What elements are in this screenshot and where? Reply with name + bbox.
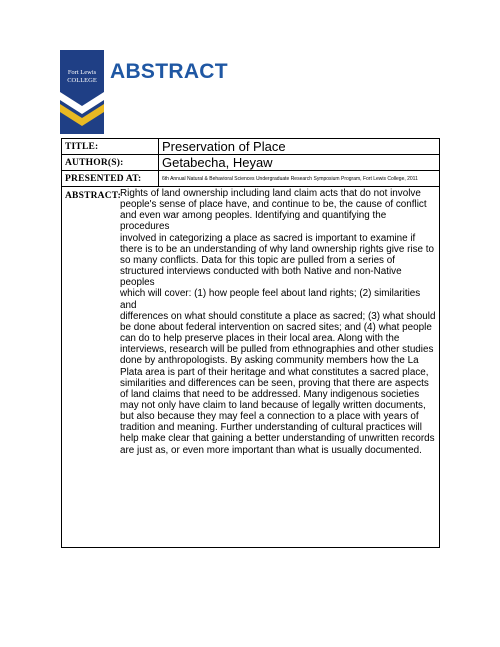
fort-lewis-college-logo — [60, 50, 104, 134]
presented-label: PRESENTED AT: — [62, 171, 159, 186]
title-label: TITLE: — [62, 139, 159, 154]
abstract-form — [61, 138, 440, 548]
abstract-text: Rights of land ownership including land claim acts that do not involve people's sense of place have, and continue to be, the cause of conflict and even war among peoples. Identifying and quantifying the procedures involved in categorizing a place as sacred is important to examine if there is to be an understanding of why land ownership rights give rise to so many conflicts. Data for this topic are pulled from a series of structured interviews conducted with both Native and non-Native peoples which will cover: (1) how people feel about land rights; (2) similarities and differences on what should constitute a place as sacred; (3) what should be done about federal intervention on sacred sites; and (4) what people can do to help preserve places in their local area. Along with the interviews, research will be pulled from ethnographies and other studies done by anthropologists. By asking community members how the La Plata area is part of their heritage and what constitutes a sacred place, similarities and differences can be seen, proving that there are aspects of land claims that need to be addressed. Many indigenous societies may not only have claim to land because of legally written documents, but also because they may feel a connection to a place with years of tradition and meaning. Further understanding of cultural practices will help make clear that gaining a better understanding of unwritten records are just as, or even more important than what is usually documented. — [120, 188, 436, 456]
author-row — [62, 155, 439, 171]
author-label: AUTHOR(S): — [62, 155, 159, 170]
title-value: Preservation of Place — [162, 139, 286, 154]
abstract-label: ABSTRACT: — [65, 191, 121, 201]
title-row — [62, 139, 439, 155]
presented-row — [62, 171, 439, 187]
logo-text-line2: COLLEGE — [67, 77, 97, 84]
author-value: Getabecha, Heyaw — [162, 155, 273, 170]
abstract-heading: ABSTRACT — [110, 60, 228, 83]
logo-text-line1: Fort Lewis — [67, 69, 97, 76]
presented-value: 6th Annual Natural & Behavioral Sciences Undergraduate Research Symposium Program, Fort Lewis College, 2011 — [162, 175, 418, 182]
